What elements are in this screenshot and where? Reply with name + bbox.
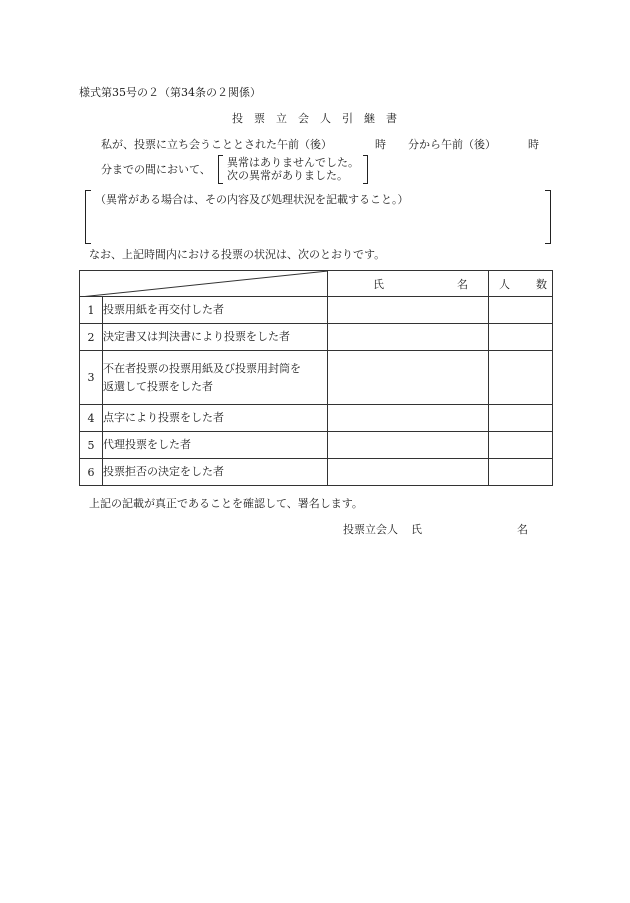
title-char: 書 xyxy=(386,112,397,125)
name-cell[interactable] xyxy=(328,432,489,459)
form-id: 様式第35号の２（第34条の２関係） xyxy=(79,86,261,99)
anomaly-note: （異常がある場合は、その内容及び処理状況を記載すること。） xyxy=(95,193,409,206)
statement-part3: 分までの間において、 xyxy=(101,163,211,176)
count-cell[interactable] xyxy=(489,405,553,432)
name-cell[interactable] xyxy=(328,459,489,486)
row-label-line: 返還して投票をした者 xyxy=(103,379,213,393)
count-cell[interactable] xyxy=(489,351,553,405)
name-cell[interactable] xyxy=(328,351,489,405)
diagonal-line xyxy=(80,271,328,297)
table-row xyxy=(80,351,553,405)
title-char: 継 xyxy=(364,112,375,125)
table-row xyxy=(80,459,553,486)
anomaly-choice-bracket xyxy=(218,155,368,182)
row-label: 点字により投票をした者 xyxy=(103,405,328,432)
count-cell[interactable] xyxy=(489,459,553,486)
title-char: 人 xyxy=(320,112,331,125)
count-cell[interactable] xyxy=(489,324,553,351)
row-label: 投票用紙を再交付した者 xyxy=(103,297,328,324)
table-row xyxy=(80,405,553,432)
row-number: 1 xyxy=(80,297,103,324)
row-label xyxy=(103,351,328,405)
choice-no-anomaly[interactable]: 異常はありませんでした。 xyxy=(227,156,359,169)
row-label: 決定書又は判決書により投票をした者 xyxy=(103,324,328,351)
header-diagonal-cell xyxy=(80,271,328,297)
row-number: 5 xyxy=(80,432,103,459)
row-number: 6 xyxy=(80,459,103,486)
table-row xyxy=(80,297,553,324)
signature-role: 投票立会人 xyxy=(343,523,398,536)
title-char: 会 xyxy=(298,112,309,125)
name-cell[interactable] xyxy=(328,324,489,351)
row-label: 投票拒否の決定をした者 xyxy=(103,459,328,486)
table-intro: なお、上記時間内における投票の状況は、次のとおりです。 xyxy=(89,248,386,261)
title-char: 引 xyxy=(342,112,353,125)
title-char: 投 xyxy=(232,112,243,125)
row-number: 4 xyxy=(80,405,103,432)
table-header-row xyxy=(80,271,553,297)
confirmation-text: 上記の記載が真正であることを確認して、署名します。 xyxy=(89,497,363,510)
row-label-line: 不在者投票の投票用紙及び投票用封筒を xyxy=(103,361,301,375)
document-title xyxy=(232,113,408,124)
name-cell[interactable] xyxy=(328,405,489,432)
signature-field[interactable] xyxy=(426,519,514,537)
statement-part1: 私が、投票に立ち会うこととされた午前（後） xyxy=(101,138,332,151)
statement-hour2: 時 xyxy=(528,138,539,151)
voting-status-table xyxy=(79,270,553,486)
count-cell[interactable] xyxy=(489,297,553,324)
statement-hour1: 時 xyxy=(375,138,386,151)
name-cell[interactable] xyxy=(328,297,489,324)
row-number: 2 xyxy=(80,324,103,351)
header-name: 氏 名 xyxy=(328,271,489,297)
count-cell[interactable] xyxy=(489,432,553,459)
title-char: 票 xyxy=(254,112,265,125)
statement-part2: 分から午前（後） xyxy=(408,138,496,151)
title-char: 立 xyxy=(276,112,287,125)
table-row xyxy=(80,432,553,459)
table-row xyxy=(80,324,553,351)
row-label: 代理投票をした者 xyxy=(103,432,328,459)
signature-name-second: 名 xyxy=(517,523,528,536)
row-number: 3 xyxy=(80,351,103,405)
signature-name-first: 氏 xyxy=(411,523,422,536)
anomaly-detail-box[interactable] xyxy=(85,190,551,242)
choice-anomaly[interactable]: 次の異常がありました。 xyxy=(227,169,348,182)
header-count: 人 数 xyxy=(489,271,553,297)
